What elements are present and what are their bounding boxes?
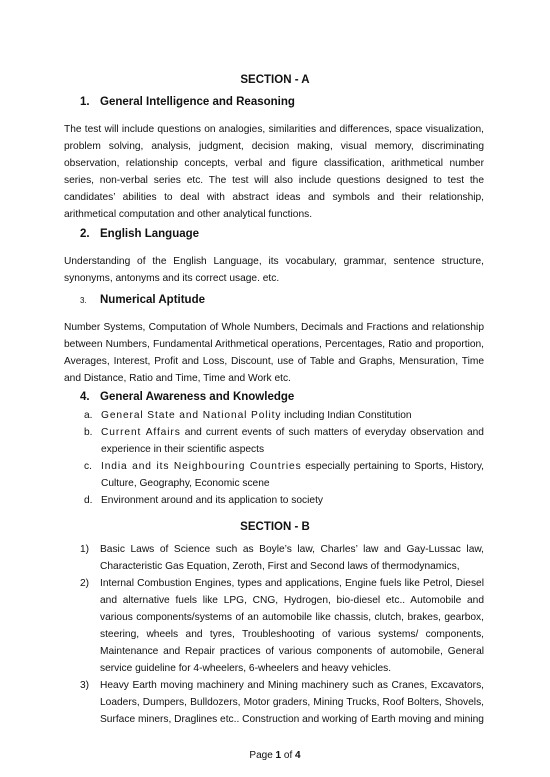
page-number-footer — [0, 750, 550, 761]
paragraph-english-language: Understanding of the English Language, its vocabulary, grammar, sentence structure, synonyms, antonyms and its correct usage. etc. — [64, 256, 484, 284]
heading-english-language — [80, 228, 199, 240]
heading-number: 4. — [80, 391, 90, 403]
list-item-text: Basic Laws of Science such as Boyle’s law, Charles’ law and Gay-Lussac law, Characteristic Gas Equation, Zeroth, First and Second laws of thermodynamics, — [100, 544, 484, 572]
heading-general-awareness — [80, 391, 294, 403]
list-item — [80, 575, 484, 677]
list-item-text: and current events of such matters of everyday observation and experience in their scientific aspects — [101, 427, 484, 455]
section-b-list — [80, 541, 484, 728]
list-item-lead: Current Affairs — [101, 427, 181, 438]
heading-text: English Language — [100, 228, 200, 240]
total-pages: 4 — [295, 750, 301, 761]
heading-number: 2. — [80, 228, 90, 240]
list-item-text: Environment around and its application to society — [101, 495, 323, 506]
footer-prefix: Page — [249, 750, 276, 761]
section-a-title: SECTION - A — [240, 74, 310, 86]
list-item-lead: India and its Neighbouring Countries — [101, 461, 302, 472]
heading-text: Numerical Aptitude — [100, 294, 206, 306]
list-item-text: especially pertaining to Sports, History, Culture, Geography, Economic scene — [101, 461, 485, 489]
list-marker: 1) — [80, 544, 90, 555]
list-marker: d. — [84, 495, 93, 506]
heading-text: General Awareness and Knowledge — [100, 391, 295, 403]
list-item — [84, 492, 484, 509]
heading-number: 1. — [80, 96, 90, 108]
heading-general-intelligence — [80, 96, 295, 108]
heading-number: 3. — [80, 296, 87, 305]
list-item — [80, 677, 484, 728]
list-item-text: Heavy Earth moving machinery and Mining machinery such as Cranes, Excavators, Loaders, Dumpers, Bulldozers, Motor graders, Mining Trucks, Roof Bolters, Shovels, Surface miners, Draglines etc.. Construction and working of Earth moving and mining — [100, 680, 484, 725]
paragraph-general-intelligence: The test will include questions on analogies, similarities and differences, space visualization, problem solving, analysis, judgment, decision making, visual memory, discriminating observation, relationship concepts, verbal and figure classification, arithmetical number series, non-verbal series etc. The test will also include questions designed to test the candidates’ abilities to deal with abstract ideas and symbols and their relationship, arithmetical computation and other analytical functions. — [64, 124, 484, 220]
list-marker: c. — [84, 461, 92, 472]
list-item — [84, 424, 484, 458]
list-item — [84, 458, 484, 492]
list-item-text: including Indian Constitution — [281, 410, 412, 421]
list-item — [84, 407, 484, 424]
list-marker: b. — [84, 427, 93, 438]
paragraph-numerical-aptitude: Number Systems, Computation of Whole Numbers, Decimals and Fractions and relationship between Numbers, Fundamental Arithmetical operations, Percentages, Ratio and proportion, Averages, Interest, Profit and Loss, Discount, use of Table and Graphs, Mensuration, Time and Distance, Ratio and Time, Time and Work etc. — [64, 322, 484, 384]
list-item — [80, 541, 484, 575]
heading-text: General Intelligence and Reasoning — [100, 96, 295, 108]
list-marker: 2) — [80, 578, 90, 589]
current-page: 1 — [275, 750, 282, 761]
list-marker: 3) — [80, 680, 90, 691]
heading-numerical-aptitude — [80, 294, 205, 306]
list-marker: a. — [84, 410, 93, 421]
list-item-lead: General State and National Polity — [101, 410, 282, 421]
general-awareness-list — [84, 407, 484, 509]
section-b-title: SECTION - B — [240, 521, 310, 533]
list-item-text: Internal Combustion Engines, types and applications, Engine fuels like Petrol, Diesel and alternative fuels like LPG, CNG, Hydrogen, bio-diesel etc.. Automobile and various components/systems of an automobile like chassis, clutch, brakes, gearbox, steering, wheels and tyres, Troubleshooting of various systems/ components, Maintenance and Repair practices of various components of automobile, General service guideline for 4-wheelers, 6-wheelers and heavy vehicles. — [100, 578, 484, 674]
footer-mid: of — [281, 750, 296, 761]
